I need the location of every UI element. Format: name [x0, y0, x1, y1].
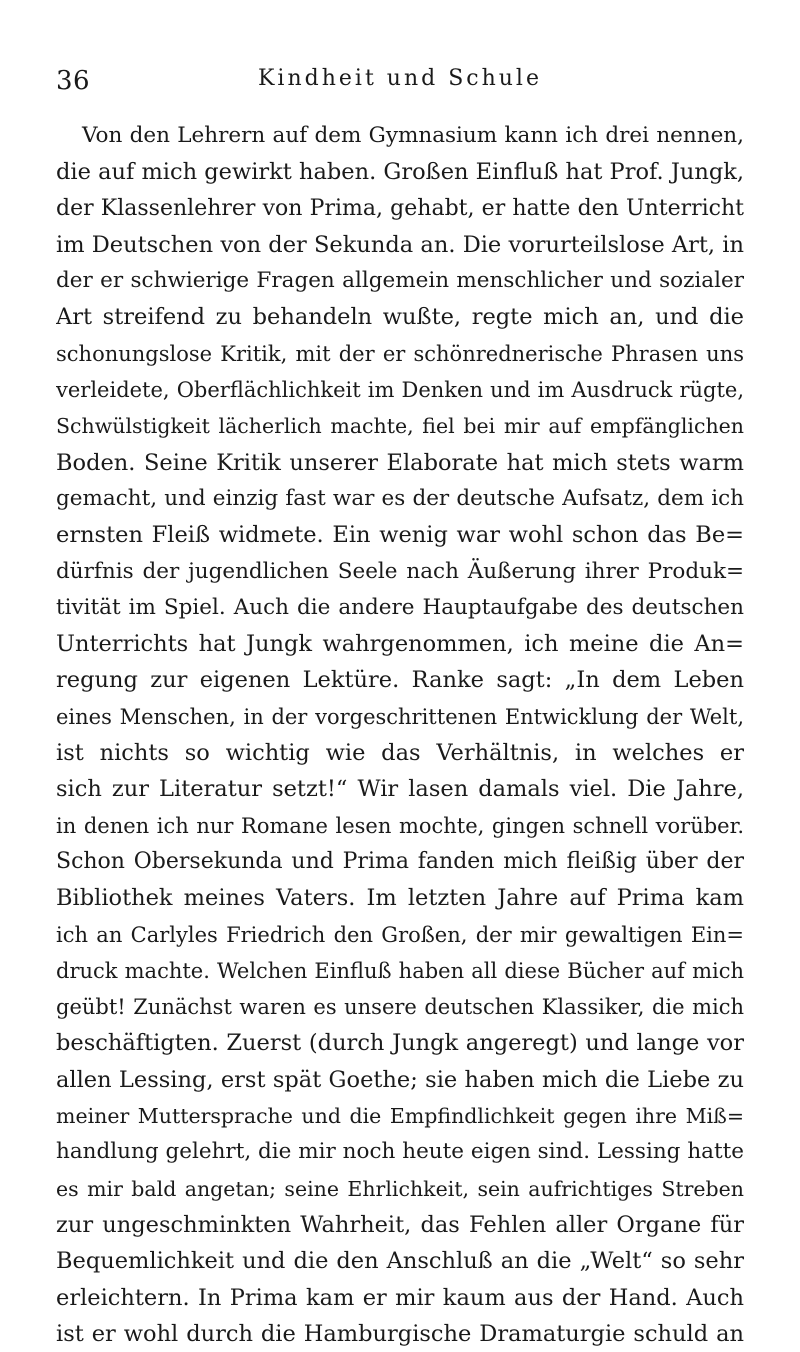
text-line: handlung gelehrt, die mir noch heute eigen sind. Lessing hatte: [56, 1139, 744, 1165]
text-line: der er schwierige Fragen allgemein menschlicher und sozialer: [56, 268, 744, 294]
text-line: dürfnis der jugendlichen Seele nach Äußerung ihrer Produk=: [56, 558, 744, 584]
text-line: Schon Obersekunda und Prima fanden mich fleißig über der: [56, 848, 744, 874]
page-header: [56, 66, 744, 106]
page-number: 36: [56, 66, 91, 96]
text-line: gemacht, und einzig fast war es der deutsche Aufsatz, dem ich: [56, 485, 744, 511]
text-line: der Klassenlehrer von Prima, gehabt, er hatte den Unterricht: [56, 195, 744, 221]
text-line: druck machte. Welchen Einfluß haben all diese Bücher auf mich: [56, 958, 744, 983]
text-line: regung zur eigenen Lektüre. Ranke sagt: „In dem Leben: [56, 667, 744, 694]
text-line: meiner Muttersprache und die Empfindlichkeit gegen ihre Miß=: [56, 1104, 744, 1129]
text-line: Von den Lehrern auf dem Gymnasium kann ich drei nennen,: [82, 123, 744, 148]
body-text: [56, 118, 744, 1352]
text-line: die auf mich gewirkt haben. Großen Einfluß hat Prof. Jungk,: [56, 159, 744, 186]
text-line: erleichtern. In Prima kam er mir kaum aus der Hand. Auch: [56, 1284, 744, 1311]
text-line: es mir bald angetan; seine Ehrlichkeit, sein aufrichtiges Streben: [56, 1176, 744, 1201]
text-line: ich an Carlyles Friedrich den Großen, der mir gewaltigen Ein=: [56, 922, 744, 947]
text-line: Bibliothek meines Vaters. Im letzten Jahre auf Prima kam: [56, 885, 744, 912]
text-line: eines Menschen, in der vorgeschrittenen Entwicklung der Welt,: [56, 704, 744, 729]
text-line: zur ungeschminkten Wahrheit, das Fehlen aller Organe für: [56, 1211, 744, 1238]
text-line: ist er wohl durch die Hamburgische Dramaturgie schuld an: [56, 1320, 744, 1347]
text-line: Art streifend zu behandeln wußte, regte mich an, und die: [56, 304, 744, 331]
text-line: in denen ich nur Romane lesen mochte, gingen schnell vorüber.: [56, 813, 744, 838]
text-line: tivität im Spiel. Auch die andere Hauptaufgabe des deutschen: [56, 594, 744, 620]
text-line: ernsten Fleiß widmete. Ein wenig war wohl schon das Be=: [56, 522, 744, 549]
text-line: beschäftigten. Zuerst (durch Jungk angeregt) und lange vor: [56, 1030, 744, 1057]
text-line: schonungslose Kritik, mit der er schönrednerische Phrasen uns: [56, 341, 744, 366]
text-line: allen Lessing, erst spät Goethe; sie haben mich die Liebe zu: [56, 1066, 744, 1093]
text-line: Bequemlichkeit und die den Anschluß an die „Welt“ so sehr: [56, 1248, 744, 1275]
text-line: ist nichts so wichtig wie das Verhältnis, in welches er: [56, 740, 744, 767]
running-title: Kindheit und Schule: [258, 66, 542, 91]
text-line: im Deutschen von der Sekunda an. Die vorurteilslose Art, in: [56, 231, 744, 258]
text-line: sich zur Literatur setzt!“ Wir lasen damals viel. Die Jahre,: [56, 776, 744, 803]
text-line: Schwülstigkeit lächerlich machte, fiel bei mir auf empfänglichen: [56, 414, 744, 439]
text-line: geübt! Zunächst waren es unsere deutschen Klassiker, die mich: [56, 995, 744, 1020]
text-line: Boden. Seine Kritik unserer Elaborate hat mich stets warm: [56, 449, 744, 476]
text-line: Unterrichts hat Jungk wahrgenommen, ich meine die An=: [56, 631, 744, 658]
text-line: verleidete, Oberflächlichkeit im Denken und im Ausdruck rügte,: [56, 378, 744, 403]
